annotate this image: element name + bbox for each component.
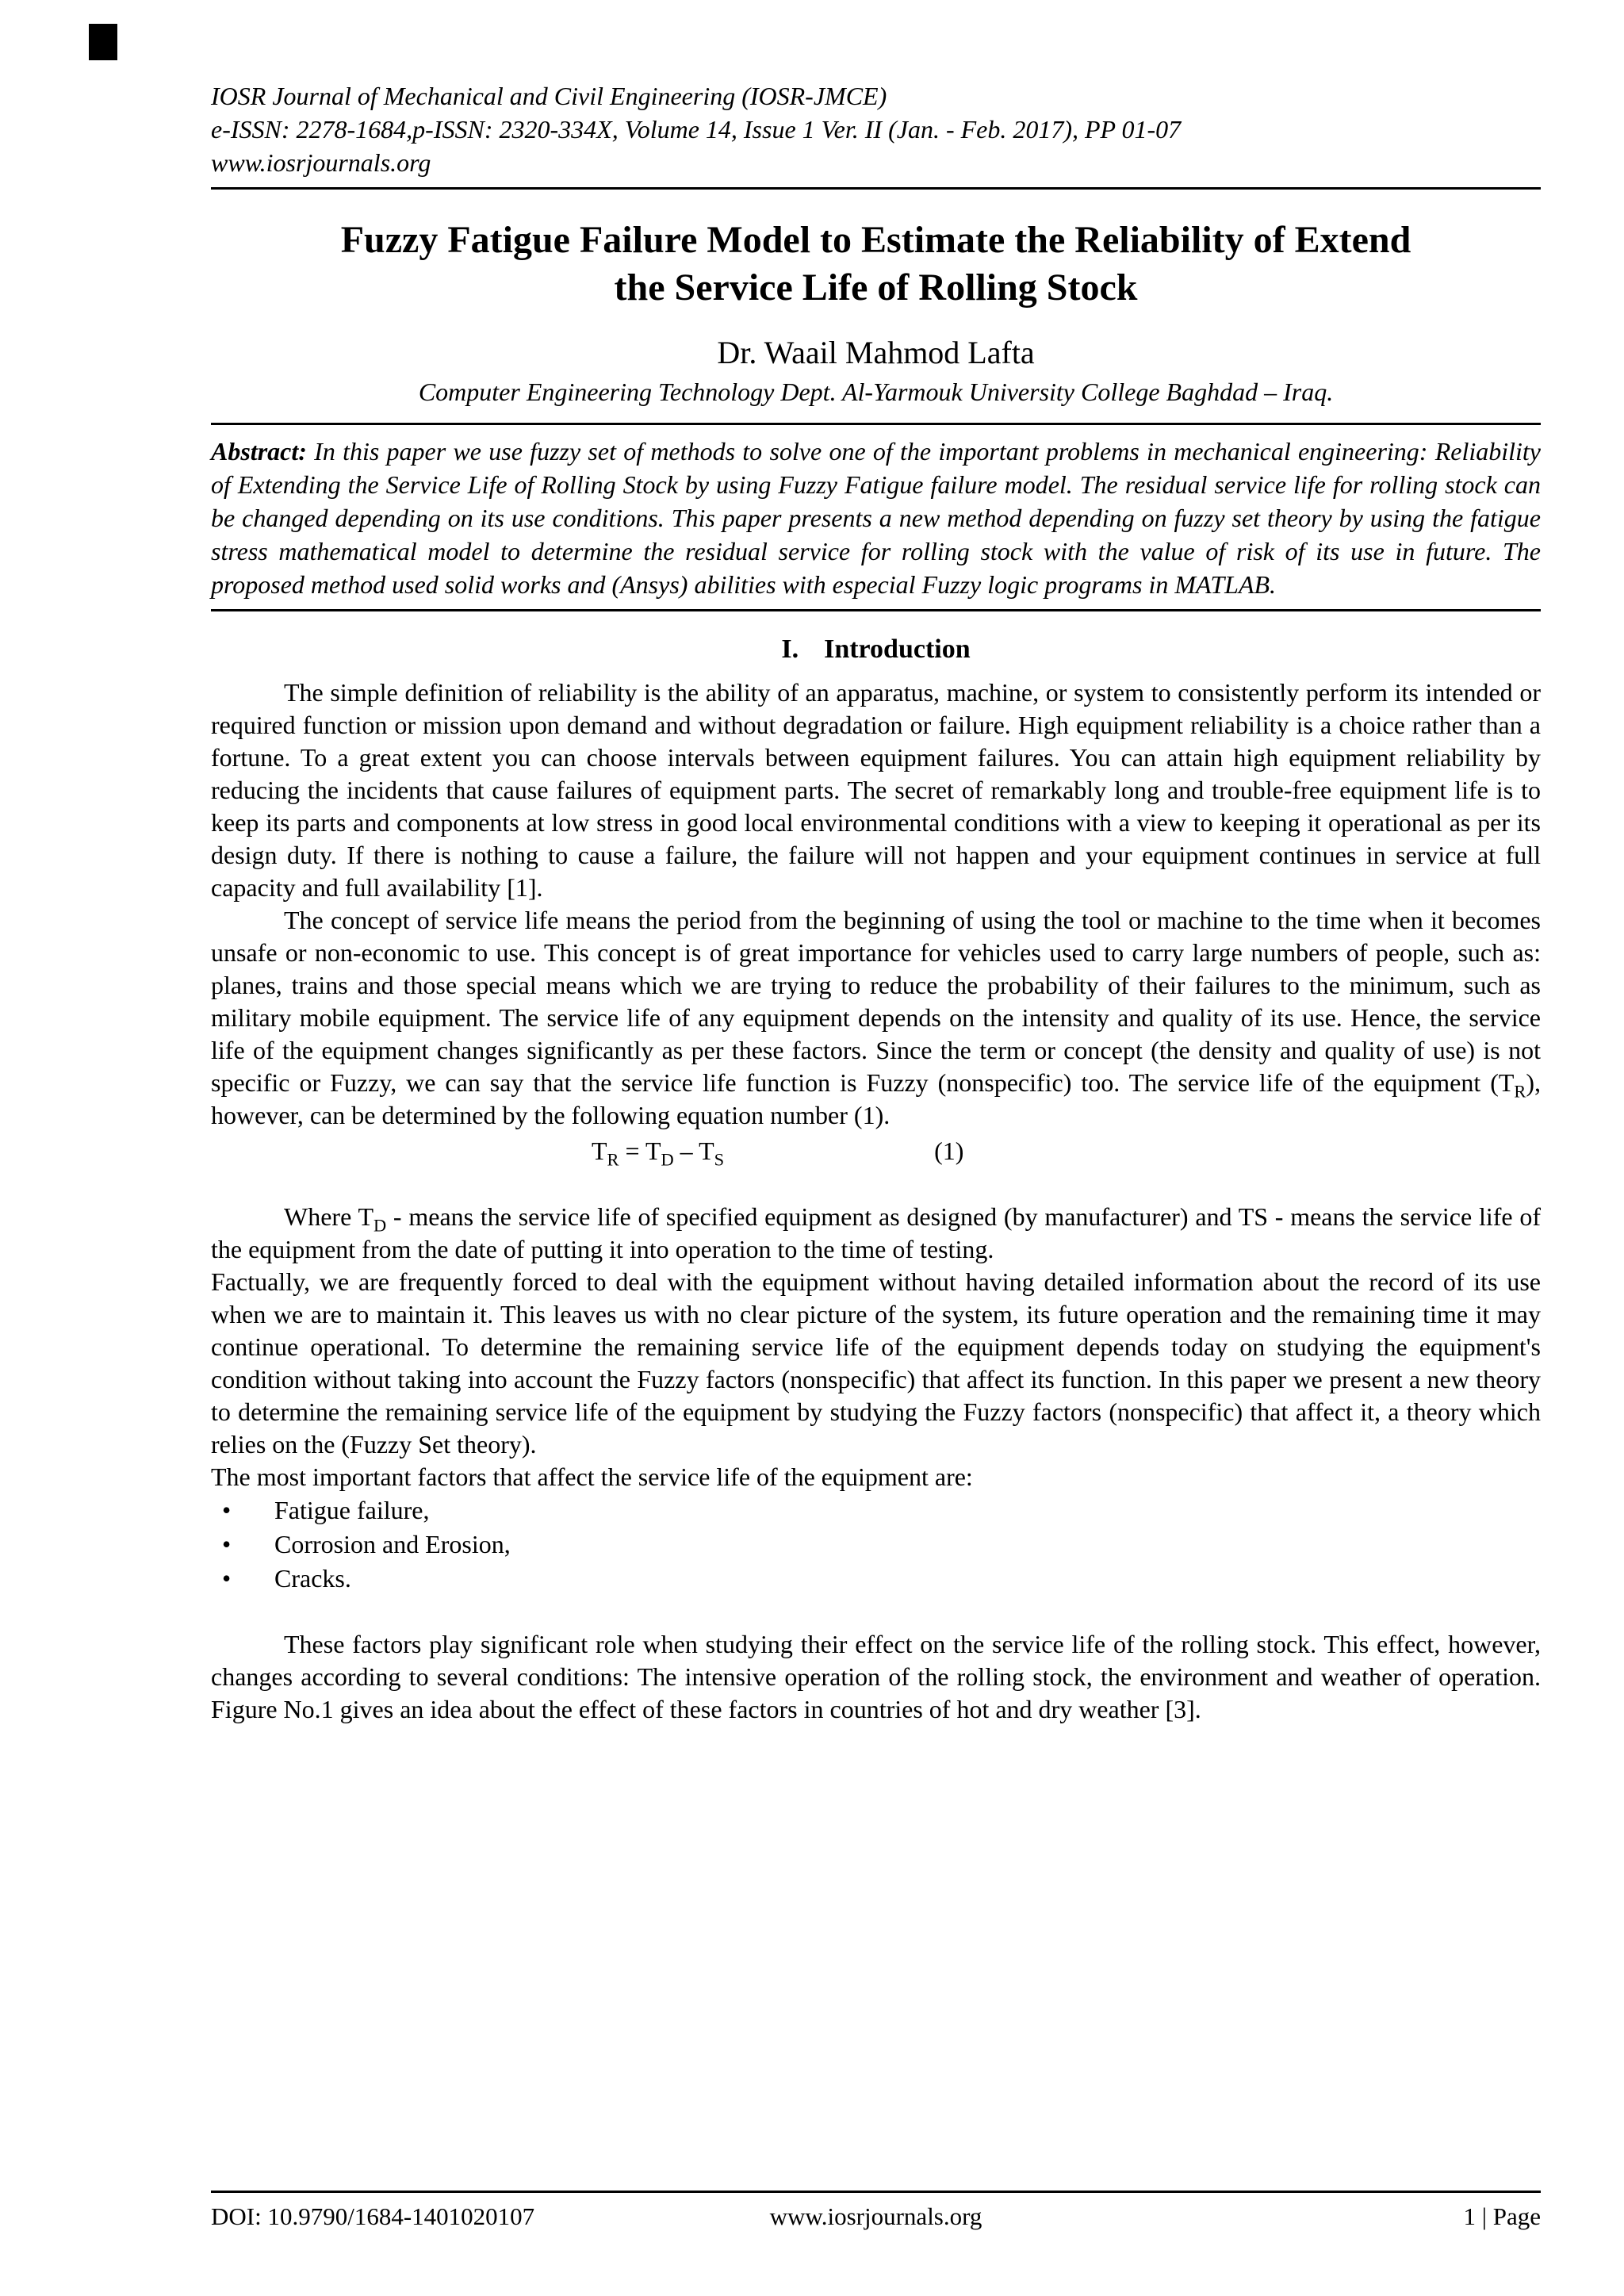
list-item [211,1562,1541,1596]
journal-header [211,79,1541,179]
paper-title-line-1: Fuzzy Fatigue Failure Model to Estimate the Reliability of Extend [340,219,1411,261]
scan-artifact-mark [89,24,117,60]
journal-name: IOSR Journal of Mechanical and Civil Engineering (IOSR-JMCE) [211,82,887,110]
page-footer [211,2191,1541,2233]
paragraph-5: The most important factors that affect the service life of the equipment are: [211,1462,973,1491]
bullet-icon: • [222,1564,232,1593]
subscript-d: D [661,1149,674,1170]
subscript-d: D [373,1215,387,1236]
footer-row [211,2201,1541,2233]
equation-expression [592,1137,725,1170]
list-item-text: Fatigue failure, [274,1496,430,1524]
header-rule [211,187,1541,190]
paragraph-2 [211,904,1541,1132]
abstract-bottom-rule [211,609,1541,611]
equation-term: – T [673,1137,714,1165]
paragraph-2-text-a: The concept of service life means the period from the beginning of using the tool or machine to the time when it becomes unsafe or non-economic to use. This concept is of great importance for vehicles used to carry large numbers of people, such as: planes, trains and those special means which we are trying to reduce the probability of their failures to the minimum, such as military mobile equipment. The service life of any equipment depends on the intensity and quality of its use. Hence, the service life of the equipment changes significantly as per these factors. Since the term or concept (the density and quality of use) is not specific or Fuzzy, we can say that the service life function is Fuzzy (nonspecific) too. The service life of the equipment (T [211,906,1541,1097]
section-heading-introduction [211,632,1541,667]
list-item-text: Cracks. [274,1564,351,1593]
journal-issn-line: e-ISSN: 2278-1684,p-ISSN: 2320-334X, Volume 14, Issue 1 Ver. II (Jan. - Feb. 2017), PP 01-07 [211,115,1182,144]
author-affiliation: Computer Engineering Technology Dept. Al-Yarmouk University College Baghdad – Iraq. [418,378,1334,406]
equation-1 [211,1133,1541,1168]
equation-term: T [592,1137,607,1165]
equation-number: (1) [934,1137,964,1165]
list-item [211,1527,1541,1562]
paragraph-1: The simple definition of reliability is the ability of an apparatus, machine, or system to consistently perform its intended or required function or mission upon demand and without degradation or failure. High equipment reliability is a choice rather than a fortune. To a great extent you can choose intervals between equipment failures. You can attain high equipment reliability by reducing the incidents that cause failures of equipment parts. The secret of remarkably long and trouble-free equipment life is to keep its parts and components at low stress in good local environmental conditions with a view to keeping it operational as per its design duty. If there is nothing to cause a failure, the failure will not happen and your equipment continues in service at full capacity and full availability [1]. [211,678,1541,902]
bullet-icon: • [222,1496,232,1524]
footer-url: www.iosrjournals.org [769,2202,982,2230]
paragraph-2-text-b: ), however, can be determined by the following equation number (1). [211,1068,1541,1129]
author-name: Dr. Waail Mahmod Lafta [717,335,1035,370]
subscript-s: S [714,1149,725,1170]
paper-title-line-2: the Service Life of Rolling Stock [614,266,1138,309]
factor-bullet-list [211,1493,1541,1596]
section-title: Introduction [824,634,971,664]
list-item [211,1493,1541,1527]
paragraph-6: These factors play significant role when studying their effect on the service life of the rolling stock. This effect, however, changes according to several conditions: The intensive operation of the rolling stock, the environment and weather of operation. Figure No.1 gives an idea about the effect of these factors in countries of hot and dry weather [3]. [211,1630,1541,1723]
abstract-top-rule [211,423,1541,425]
subscript-r: R [607,1149,619,1170]
paragraph-3-text-b: - means the service life of specified equipment as designed (by manufacturer) and TS - means the service life of the equipment from the date of putting it into operation to the time of testing. [211,1202,1542,1263]
paragraph-3-text-a: Where T [284,1202,373,1231]
subscript-r: R [1514,1081,1526,1102]
paper-title [211,217,1541,312]
section-number: I. [781,634,799,664]
page-content [211,79,1541,1726]
footer-doi: DOI: 10.9790/1684-1401020107 [211,2202,535,2230]
bullet-icon: • [222,1530,232,1558]
equation-term: = T [619,1137,661,1165]
journal-url: www.iosrjournals.org [211,148,431,177]
paragraph-4: Factually, we are frequently forced to deal with the equipment without having detailed information about the record of its use when we are to maintain it. This leaves us with no clear picture of the system, its future operation and the remaining time it may continue operational. To determine the remaining service life of the equipment depends today on studying the equipment's condition without taking into account the Fuzzy factors (nonspecific) that affect its function. In this paper we present a new theory to determine the remaining service life of the equipment by studying the Fuzzy factors (nonspecific) that affect it, a theory which relies on the (Fuzzy Set theory). [211,1267,1541,1458]
footer-page-number: 1 | Page [1463,2202,1541,2230]
abstract-label: Abstract: [211,437,307,466]
list-item-text: Corrosion and Erosion, [274,1530,511,1558]
abstract-text: In this paper we use fuzzy set of methods to solve one of the important problems in mechanical engineering: Reliability of Extending the Service Life of Rolling Stock by using Fuzzy Fatigue failure model. The residual service life for rolling stock can be changed depending on its use conditions. This paper presents a new method depending on fuzzy set theory by using the fatigue stress mathematical model to determine the residual service for rolling stock with the value of risk of its use in future. The proposed method used solid works and (Ansys) abilities with especial Fuzzy logic programs in MATLAB. [211,437,1542,599]
abstract-paragraph [211,435,1541,601]
paragraph-3 [211,1201,1541,1266]
